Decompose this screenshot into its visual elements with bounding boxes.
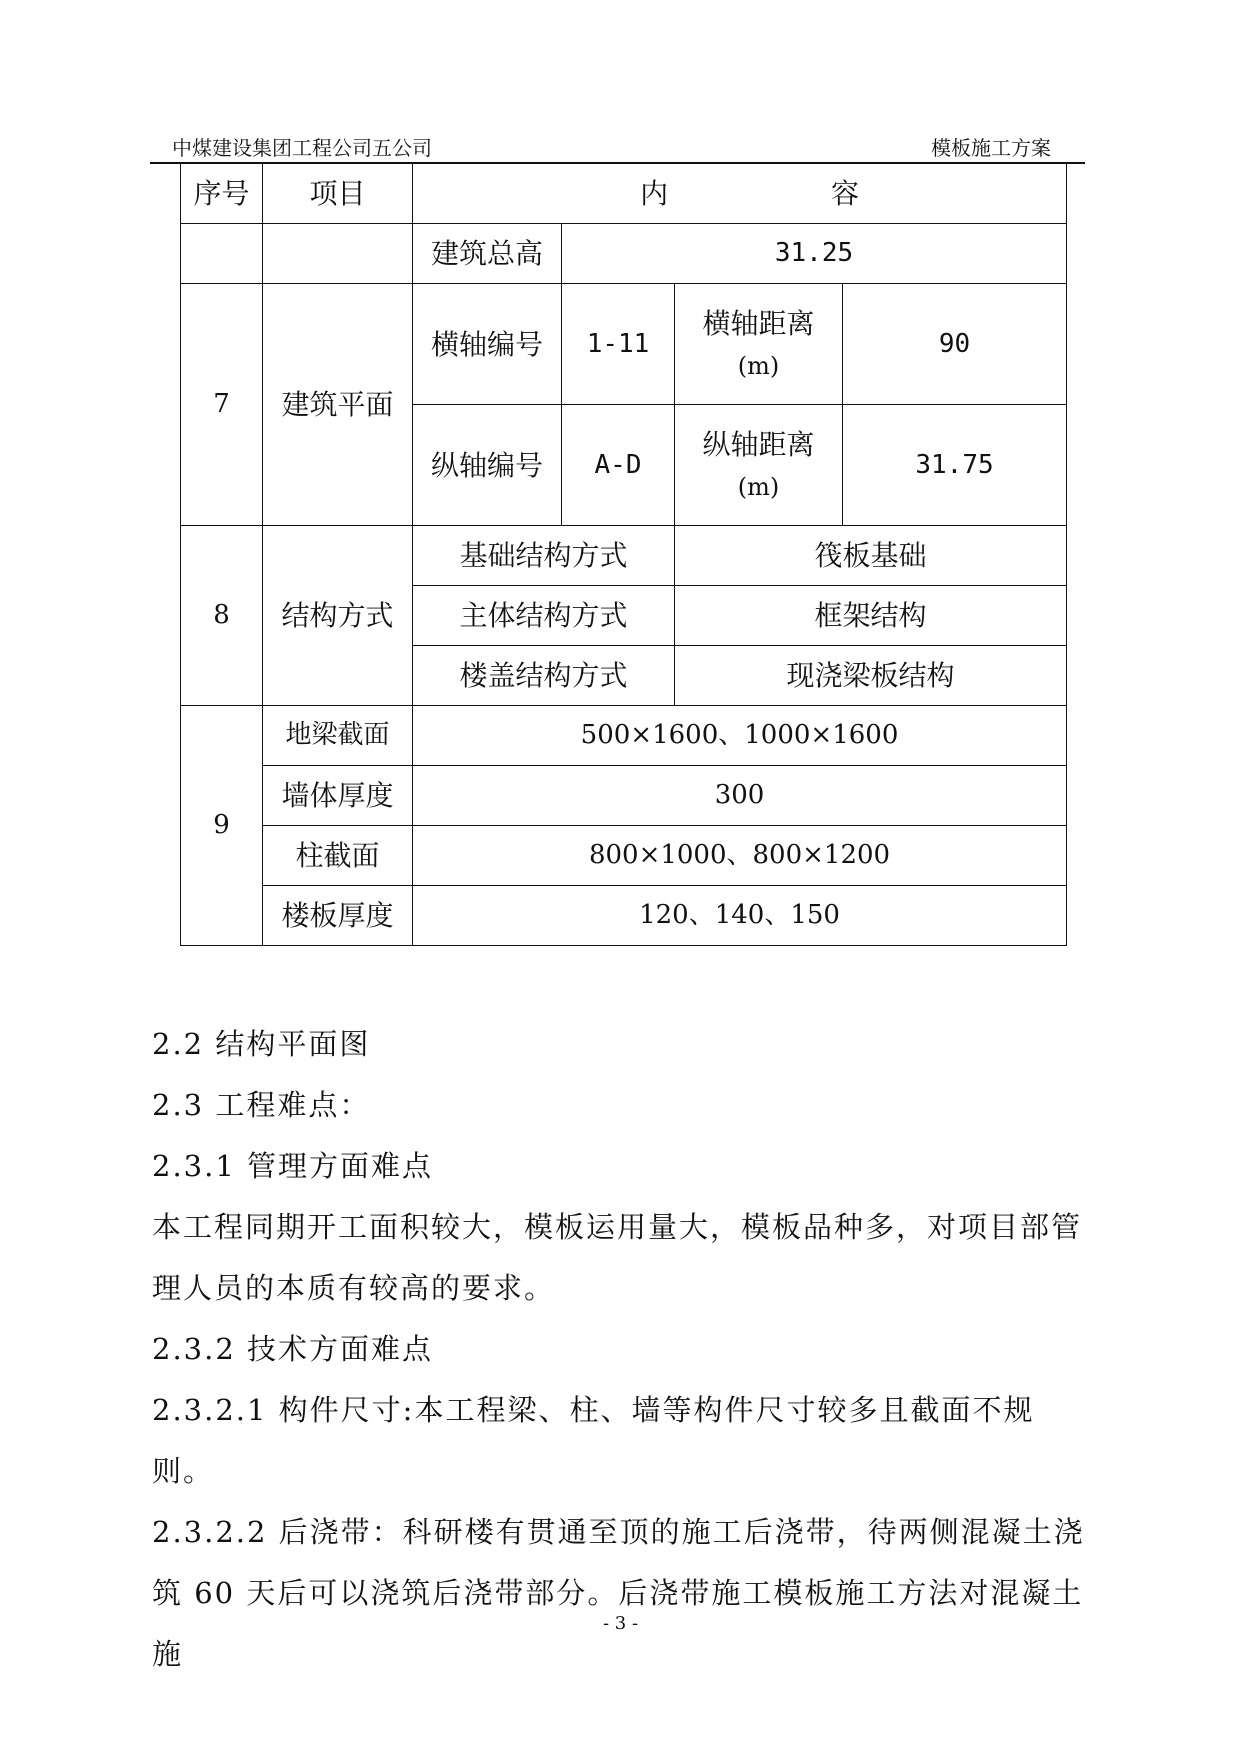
y-axis-distance-cell xyxy=(675,405,843,526)
x-axis-distance-cell xyxy=(675,284,843,405)
y-axis-distance-label: 纵轴距离 xyxy=(702,428,815,461)
paragraph-line: 2.3.2.2 后浇带：科研楼有贯通至顶的施工后浇带，待两侧混凝土浇 xyxy=(152,1515,1085,1549)
table-row xyxy=(181,766,1067,826)
section-heading: 2.3.2 技术方面难点 xyxy=(152,1332,434,1366)
column-section-label: 柱截面 xyxy=(263,826,413,886)
body-text xyxy=(152,1014,1092,1685)
table-row xyxy=(181,706,1067,766)
row7-no: 7 xyxy=(181,284,263,526)
paragraph-line: 2.3.2.1 构件尺寸:本工程梁、柱、墙等构件尺寸较多且截面不规则。 xyxy=(152,1393,1035,1488)
section-heading: 2.2 结构平面图 xyxy=(152,1027,371,1061)
page-number: - 3 - xyxy=(602,1613,639,1634)
column-section-value: 800×1000、800×1200 xyxy=(413,826,1067,886)
document-title: 模板施工方案 xyxy=(931,136,1051,160)
foundation-structure-value: 筏板基础 xyxy=(675,526,1067,586)
paragraph-line: 本工程同期开工面积较大，模板运用量大，模板品种多，对项目部管 xyxy=(152,1210,1083,1244)
x-axis-code: 1-11 xyxy=(562,284,675,405)
x-axis-label: 横轴编号 xyxy=(413,284,562,405)
slab-thickness-label: 楼板厚度 xyxy=(263,886,413,946)
table-row xyxy=(181,886,1067,946)
table-row xyxy=(181,284,1067,405)
x-axis-distance-value: 90 xyxy=(843,284,1067,405)
y-axis-code: A-D xyxy=(562,405,675,526)
main-structure-value: 框架结构 xyxy=(675,586,1067,646)
ground-beam-value: 500×1600、1000×1600 xyxy=(413,706,1067,766)
main-structure-label: 主体结构方式 xyxy=(413,586,675,646)
foundation-structure-label: 基础结构方式 xyxy=(413,526,675,586)
building-height-label: 建筑总高 xyxy=(413,224,562,284)
paragraph-line: 筑 60 天后可以浇筑后浇带部分。后浇带施工模板施工方法对混凝土施 xyxy=(152,1576,1084,1671)
row8-no: 8 xyxy=(181,526,263,706)
ground-beam-label: 地梁截面 xyxy=(263,706,413,766)
slab-thickness-value: 120、140、150 xyxy=(413,886,1067,946)
wall-thickness-label: 墙体厚度 xyxy=(263,766,413,826)
building-height-value: 31.25 xyxy=(562,224,1067,284)
table-row xyxy=(181,224,1067,284)
row8-item: 结构方式 xyxy=(263,526,413,706)
project-info-table xyxy=(180,163,1067,946)
x-axis-distance-unit: (m) xyxy=(737,352,780,380)
row7-item: 建筑平面 xyxy=(263,284,413,526)
wall-thickness-value: 300 xyxy=(413,766,1067,826)
header-content-1: 内 xyxy=(640,177,669,210)
header-content-2: 容 xyxy=(830,177,859,210)
header-content xyxy=(413,164,1067,224)
x-axis-distance-label: 横轴距离 xyxy=(702,307,815,340)
header-no: 序号 xyxy=(181,164,263,224)
row9-no: 9 xyxy=(181,706,263,946)
floor-structure-label: 楼盖结构方式 xyxy=(413,646,675,706)
paragraph-line: 理人员的本质有较高的要求。 xyxy=(152,1271,556,1305)
section-heading: 2.3 工程难点： xyxy=(152,1088,371,1122)
y-axis-distance-value: 31.75 xyxy=(843,405,1067,526)
page-header xyxy=(150,118,1085,164)
y-axis-label: 纵轴编号 xyxy=(413,405,562,526)
y-axis-distance-unit: (m) xyxy=(737,473,780,501)
table-header-row xyxy=(181,164,1067,224)
header-item: 项目 xyxy=(263,164,413,224)
table-row xyxy=(181,826,1067,886)
table-row xyxy=(181,526,1067,586)
company-name: 中煤建设集团工程公司五公司 xyxy=(172,136,432,160)
section-heading: 2.3.1 管理方面难点 xyxy=(152,1149,434,1183)
floor-structure-value: 现浇梁板结构 xyxy=(675,646,1067,706)
